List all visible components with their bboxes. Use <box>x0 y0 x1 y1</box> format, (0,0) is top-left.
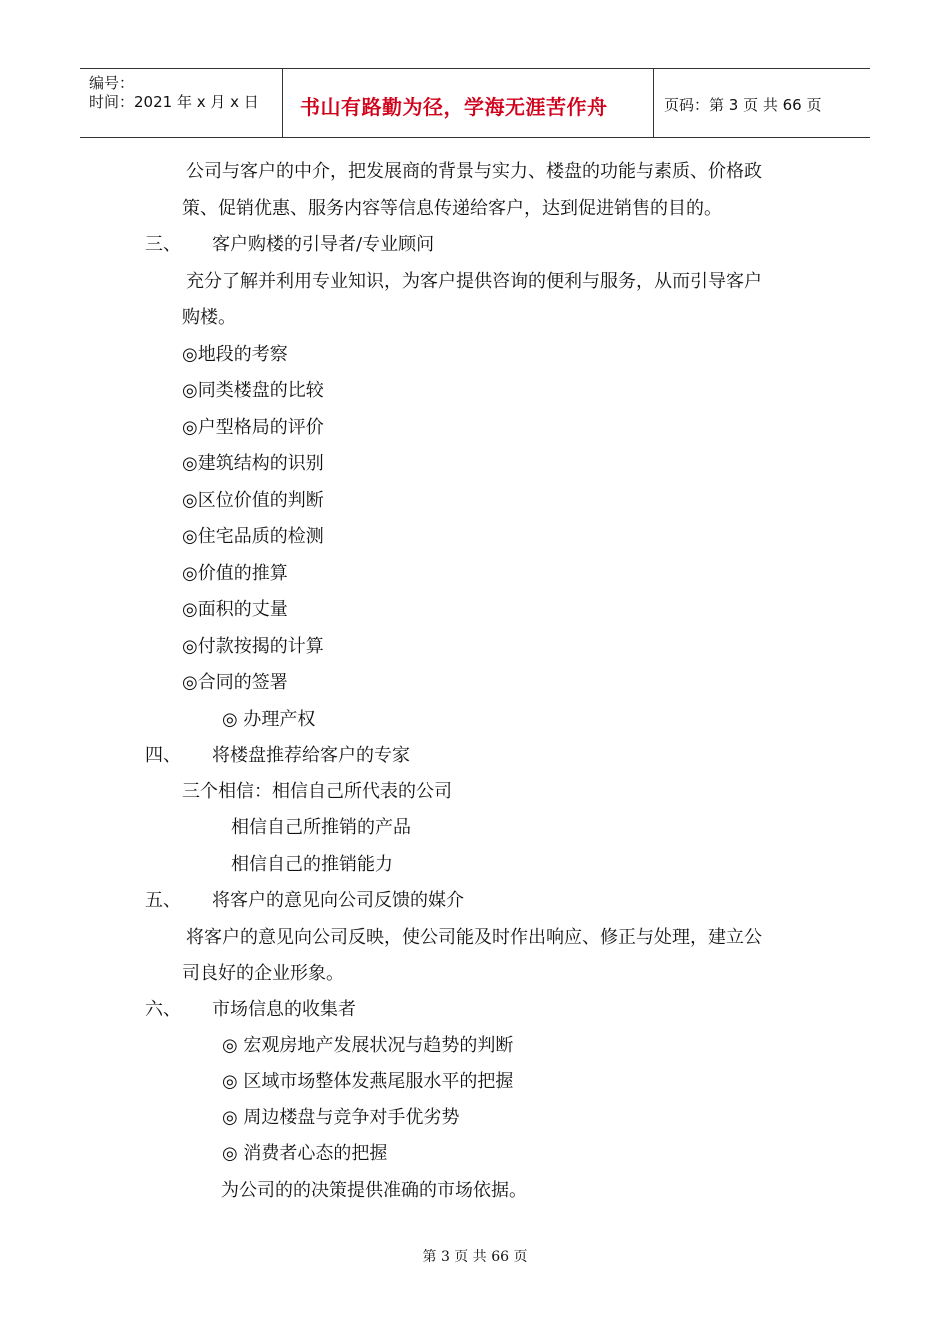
section-heading: 将楼盘推荐给客户的专家 <box>212 745 410 766</box>
list-item: ◎建筑结构的识别 <box>182 453 324 474</box>
section-number: 三、 <box>145 234 181 255</box>
list-item: ◎ 区域市场整体发燕尾服水平的把握 <box>222 1071 514 1092</box>
paragraph-line: 相信自己所推销的产品 <box>231 817 411 838</box>
list-item: ◎地段的考察 <box>182 344 288 365</box>
section-number: 六、 <box>145 999 181 1020</box>
header-info-cell <box>80 69 283 137</box>
page-footer: 第 3 页 共 66 页 <box>422 1249 528 1265</box>
list-item: ◎面积的丈量 <box>182 599 288 620</box>
list-item: ◎户型格局的评价 <box>182 417 324 438</box>
page-header <box>80 68 870 138</box>
list-item: ◎ 消费者心态的把握 <box>222 1143 388 1164</box>
paragraph-line: 相信自己的推销能力 <box>231 854 393 875</box>
paragraph-line: 司良好的企业形象。 <box>182 963 344 984</box>
motto: 书山有路勤为径，学海无涯苦作舟 <box>300 95 608 119</box>
section-heading: 市场信息的收集者 <box>212 999 356 1020</box>
paragraph-line: 为公司的的决策提供准确的市场依据。 <box>221 1180 527 1201</box>
list-item: ◎ 办理产权 <box>222 709 316 730</box>
paragraph-line: 充分了解并利用专业知识，为客户提供咨询的便利与服务，从而引导客户 <box>186 271 762 292</box>
time-label: 时间：2021 年 x 月 x 日 <box>89 93 259 111</box>
paragraph-line: 将客户的意见向公司反映，使公司能及时作出响应、修正与处理，建立公 <box>186 927 762 948</box>
list-item: ◎同类楼盘的比较 <box>182 380 324 401</box>
page-info: 页码：第 3 页 共 66 页 <box>664 96 822 114</box>
list-item: ◎住宅品质的检测 <box>182 526 324 547</box>
paragraph-line: 三个相信：相信自己所代表的公司 <box>182 781 452 802</box>
paragraph-line: 公司与客户的中介，把发展商的背景与实力、楼盘的功能与素质、价格政 <box>186 161 762 182</box>
section-heading: 将客户的意见向公司反馈的媒介 <box>212 890 464 911</box>
paragraph-line: 购楼。 <box>182 307 236 328</box>
paragraph-line: 策、促销优惠、服务内容等信息传递给客户，达到促进销售的目的。 <box>182 198 722 219</box>
list-item: ◎ 周边楼盘与竞争对手优劣势 <box>222 1107 460 1128</box>
list-item: ◎区位价值的判断 <box>182 490 324 511</box>
header-motto-cell <box>283 69 654 137</box>
section-number: 四、 <box>145 745 181 766</box>
list-item: ◎合同的签署 <box>182 672 288 693</box>
list-item: ◎付款按揭的计算 <box>182 636 324 657</box>
list-item: ◎价值的推算 <box>182 563 288 584</box>
section-heading: 客户购楼的引导者/专业顾问 <box>212 234 435 255</box>
number-label: 编号： <box>89 74 135 92</box>
list-item: ◎ 宏观房地产发展状况与趋势的判断 <box>222 1035 514 1056</box>
section-number: 五、 <box>145 890 181 911</box>
